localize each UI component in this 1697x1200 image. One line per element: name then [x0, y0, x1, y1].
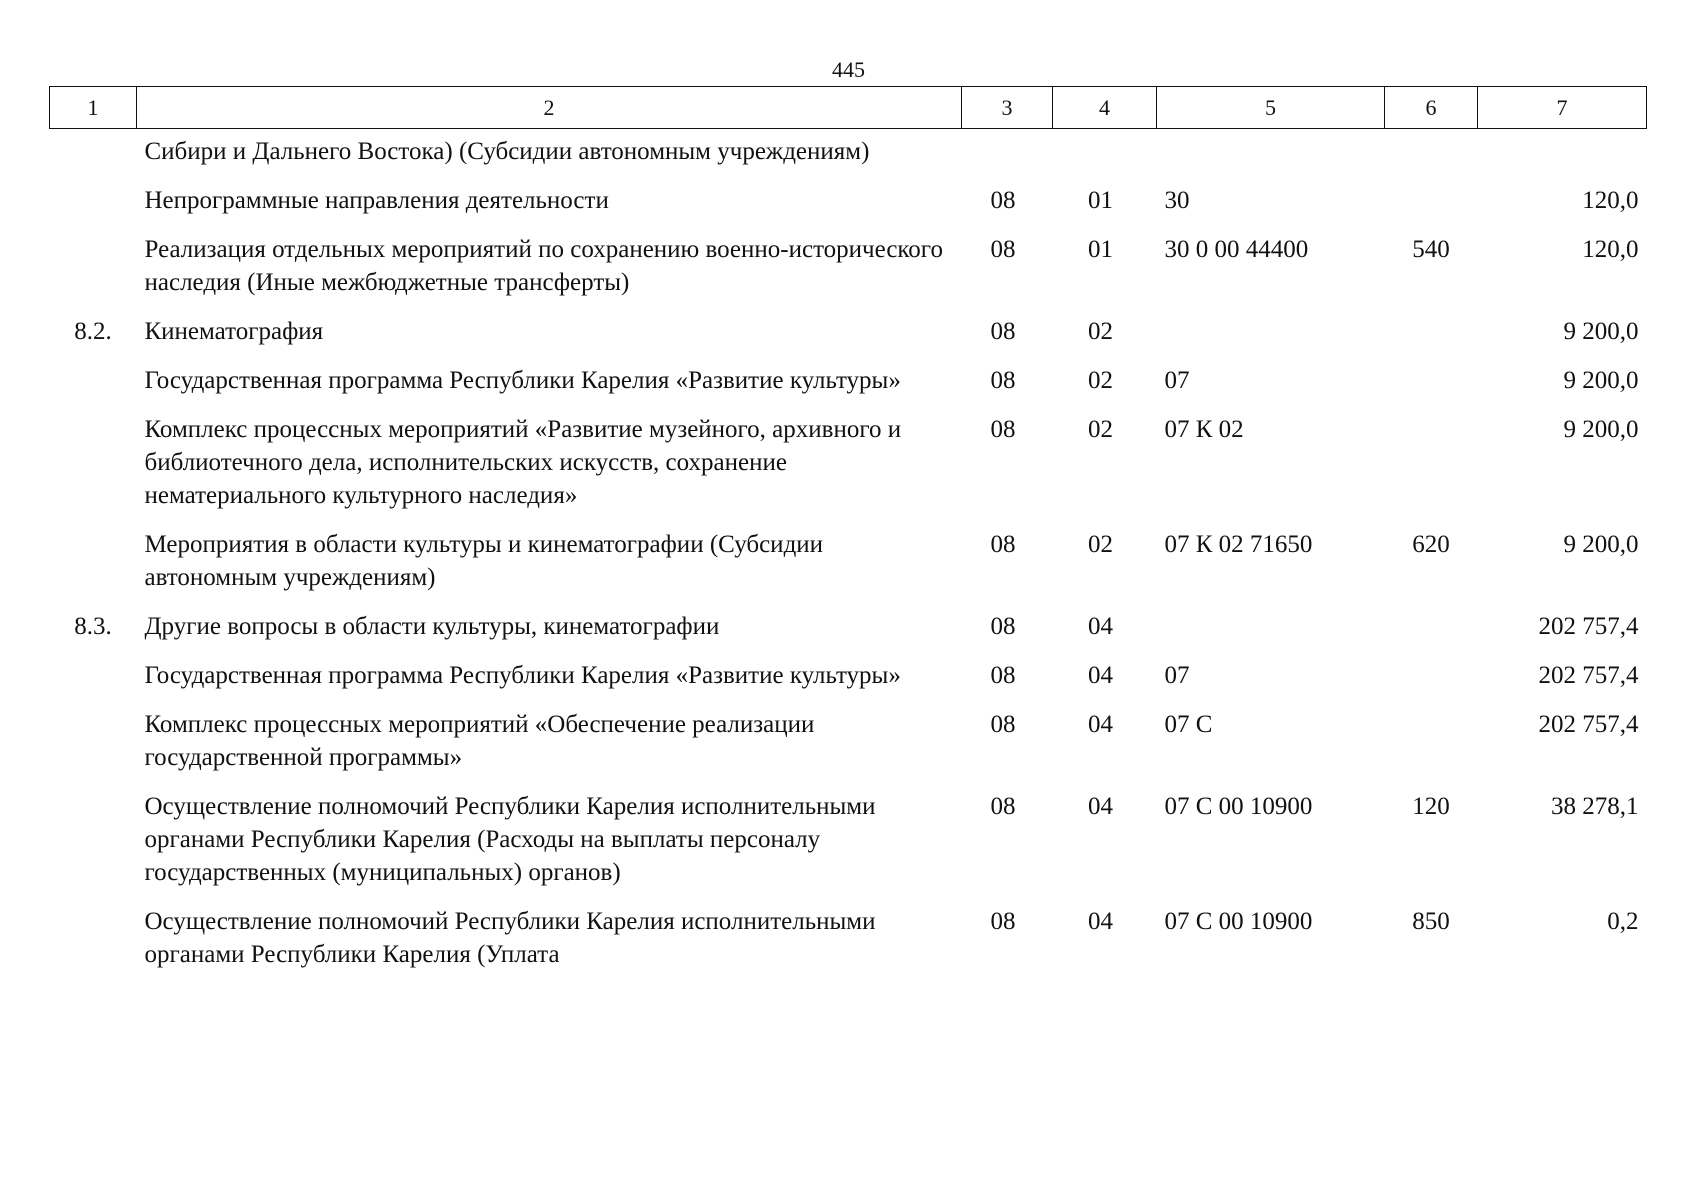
row-target: 30 0 00 44400: [1164, 236, 1309, 263]
row-section: 08: [990, 236, 1016, 263]
header-row: [50, 87, 1647, 129]
table-body: [50, 129, 1647, 988]
row-expense-type: 120: [1412, 793, 1450, 820]
table-row: [50, 790, 1647, 905]
row-subsection: 02: [1088, 416, 1113, 443]
row-subsection: 02: [1088, 531, 1113, 558]
row-expense-type: [1385, 129, 1478, 185]
row-name: Осуществление полномочий Республики Карелия исполнительными органами Республики Карелия (Расходы на выплаты персоналу государственных (муниципальных) органов): [144, 793, 876, 886]
table-row: [50, 315, 1647, 364]
table-row: [50, 528, 1647, 610]
row-section: 08: [990, 318, 1016, 345]
row-name: Государственная программа Республики Карелия «Развитие культуры»: [144, 662, 901, 689]
row-subsection: 04: [1088, 793, 1113, 820]
row-amount: 9 200,0: [1563, 416, 1639, 443]
row-number: [50, 708, 137, 790]
row-target: [1157, 315, 1385, 364]
row-section: [962, 129, 1053, 185]
row-target: 07 С: [1164, 711, 1213, 738]
header-col-5: 5: [1157, 87, 1385, 129]
row-section: 08: [990, 416, 1016, 443]
row-subsection: 04: [1088, 662, 1113, 689]
row-subsection: 02: [1088, 367, 1113, 394]
row-expense-type: [1385, 413, 1478, 528]
row-expense-type: [1385, 184, 1478, 233]
row-subsection: 01: [1088, 187, 1113, 214]
row-target: 07 К 02 71650: [1164, 531, 1313, 558]
row-amount: 202 757,4: [1538, 662, 1639, 689]
table-row: [50, 413, 1647, 528]
row-subsection: [1053, 129, 1157, 185]
row-name: Сибири и Дальнего Востока) (Субсидии автономным учреждениям): [144, 138, 870, 165]
row-name: Комплекс процессных мероприятий «Обеспечение реализации государственной программы»: [144, 711, 815, 771]
header-col-3: 3: [962, 87, 1053, 129]
row-amount: 9 200,0: [1563, 318, 1639, 345]
row-number: [50, 184, 137, 233]
row-amount: 38 278,1: [1551, 793, 1639, 820]
row-target: 30: [1164, 187, 1190, 214]
table-row: [50, 708, 1647, 790]
row-number: [50, 528, 137, 610]
row-section: 08: [990, 367, 1016, 394]
row-expense-type: 540: [1412, 236, 1450, 263]
row-section: 08: [990, 531, 1016, 558]
row-section: 08: [990, 711, 1016, 738]
row-number: [50, 129, 137, 185]
row-amount: [1478, 129, 1647, 185]
row-expense-type: [1385, 364, 1478, 413]
row-number: [50, 905, 137, 987]
table-row: [50, 233, 1647, 315]
row-expense-type: [1385, 315, 1478, 364]
row-amount: 120,0: [1582, 187, 1639, 214]
table-row: [50, 905, 1647, 987]
row-amount: 120,0: [1582, 236, 1639, 263]
row-target: 07 С 00 10900: [1164, 908, 1313, 935]
row-subsection: 04: [1088, 613, 1113, 640]
table-row: [50, 184, 1647, 233]
row-name: Мероприятия в области культуры и кинематографии (Субсидии автономным учреждениям): [144, 531, 824, 591]
table-row: [50, 364, 1647, 413]
row-target: [1157, 129, 1385, 185]
row-name: Комплекс процессных мероприятий «Развитие музейного, архивного и библиотечного дела, исполнительских искусств, сохранение нематериального культурного наследия»: [144, 416, 902, 509]
row-section: 08: [990, 187, 1016, 214]
row-number: [50, 659, 137, 708]
row-expense-type: 620: [1412, 531, 1450, 558]
row-name: Реализация отдельных мероприятий по сохранению военно-исторического наследия (Иные межбюджетные трансферты): [144, 236, 943, 296]
row-target: 07: [1164, 367, 1190, 394]
row-target: 07 С 00 10900: [1164, 793, 1313, 820]
row-number: [50, 233, 137, 315]
row-subsection: 04: [1088, 711, 1113, 738]
header-col-1: 1: [50, 87, 137, 129]
row-section: 08: [990, 662, 1016, 689]
row-amount: 9 200,0: [1563, 367, 1639, 394]
row-section: 08: [990, 908, 1016, 935]
header-col-7: 7: [1478, 87, 1647, 129]
row-amount: 9 200,0: [1563, 531, 1639, 558]
row-name: Государственная программа Республики Карелия «Развитие культуры»: [144, 367, 901, 394]
header-col-4: 4: [1053, 87, 1157, 129]
row-target: 07: [1164, 662, 1190, 689]
budget-table: [49, 86, 1647, 987]
row-target: [1157, 610, 1385, 659]
row-target: 07 К 02: [1164, 416, 1244, 443]
row-amount: 202 757,4: [1538, 613, 1639, 640]
table-row: [50, 129, 1647, 185]
row-number: [50, 790, 137, 905]
row-number: 8.2.: [74, 318, 112, 345]
header-col-6: 6: [1385, 87, 1478, 129]
row-subsection: 02: [1088, 318, 1113, 345]
row-name: Осуществление полномочий Республики Карелия исполнительными органами Республики Карелия (Уплата: [144, 908, 876, 968]
row-number: 8.3.: [74, 613, 112, 640]
row-expense-type: 850: [1412, 908, 1450, 935]
table-row: [50, 610, 1647, 659]
row-amount: 202 757,4: [1538, 711, 1639, 738]
row-section: 08: [990, 613, 1016, 640]
table-row: [50, 659, 1647, 708]
row-expense-type: [1385, 708, 1478, 790]
row-name: Кинематография: [144, 318, 324, 345]
header-col-2: 2: [137, 87, 962, 129]
row-expense-type: [1385, 659, 1478, 708]
row-section: 08: [990, 793, 1016, 820]
row-name: Непрограммные направления деятельности: [144, 187, 609, 214]
row-subsection: 04: [1088, 908, 1113, 935]
table-header: [50, 87, 1647, 129]
row-name: Другие вопросы в области культуры, кинематографии: [144, 613, 720, 640]
row-number: [50, 364, 137, 413]
row-amount: 0,2: [1607, 908, 1639, 935]
page-number: 445: [832, 57, 865, 82]
row-number: [50, 413, 137, 528]
row-subsection: 01: [1088, 236, 1113, 263]
row-expense-type: [1385, 610, 1478, 659]
